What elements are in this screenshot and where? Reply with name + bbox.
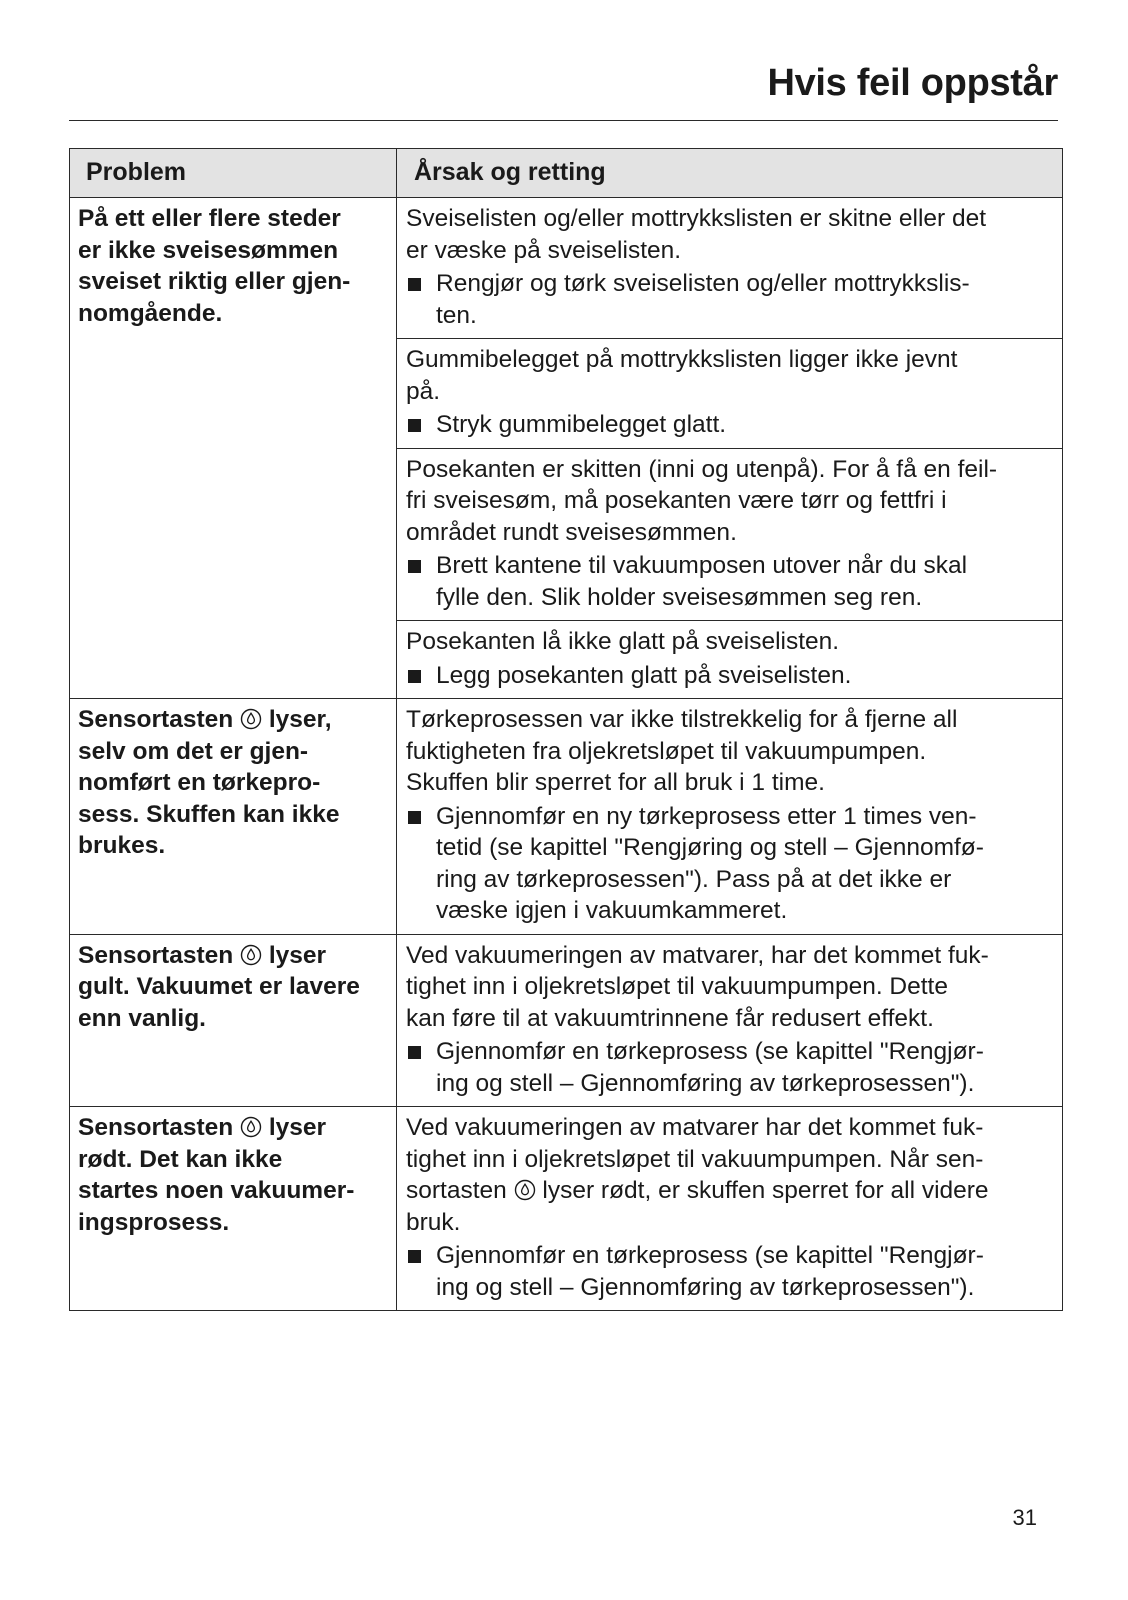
- problem-line: er ikke sveisesømmen: [78, 236, 339, 264]
- cause-line: bruk.: [406, 1208, 461, 1236]
- troubleshooting-table: [69, 148, 1063, 1311]
- square-bullet-icon: [408, 560, 421, 573]
- sensor-key-drop-icon: [240, 706, 262, 733]
- cause-line: Skuffen blir sperret for all bruk i 1 time.: [406, 769, 825, 796]
- cause-line: Ved vakuumeringen av matvarer har det kommet fuk-: [406, 1114, 984, 1141]
- cause-text: [406, 1112, 1054, 1238]
- cause-line: fri sveisesøm, må posekanten være tørr og fettfri i: [406, 487, 947, 514]
- remedy-action: [406, 1036, 1054, 1099]
- square-bullet-icon: [408, 278, 421, 291]
- problem-line: [78, 940, 390, 972]
- remedy-action: [406, 1240, 1054, 1303]
- problem-line-text-after-icon: lyser: [262, 941, 327, 969]
- sensor-key-drop-icon: [240, 942, 262, 969]
- problem-cell: [70, 1107, 397, 1310]
- problem-line-text-before-icon: Sensortasten: [78, 1114, 241, 1141]
- remedy-line: fylle den. Slik holder sveisesømmen seg ren.: [436, 583, 923, 611]
- page-number: 31: [1012, 1505, 1037, 1530]
- square-bullet-icon: [408, 419, 421, 432]
- table-body: [70, 198, 1062, 1310]
- cause-line: Sveiselisten og/eller mottrykkslisten er skitne eller det: [406, 205, 987, 232]
- remedy-line: ring av tørkeprosessen"). Pass på at det ikke er: [436, 865, 952, 893]
- cause-line: fuktigheten fra oljekretsløpet til vakuumpumpen.: [406, 737, 927, 765]
- remedy-action: [406, 660, 1054, 692]
- cause-cell: [397, 699, 1062, 934]
- problem-line: rødt. Det kan ikke: [78, 1145, 283, 1173]
- remedy-line: væske igjen i vakuumkammeret.: [436, 897, 788, 924]
- cause-text: [406, 203, 1054, 266]
- problem-line: [78, 1112, 390, 1144]
- remedy-line: Stryk gummibelegget glatt.: [436, 411, 727, 438]
- cause-line-text-after-icon: lyser rødt, er skuffen sperret for all videre: [535, 1177, 989, 1204]
- square-bullet-icon: [408, 1250, 421, 1263]
- remedy-action: [406, 409, 1054, 441]
- cause-line: kan føre til at vakuumtrinnene får redusert effekt.: [406, 1004, 934, 1032]
- problem-line: enn vanlig.: [78, 1004, 206, 1032]
- remedy-action: [406, 268, 1054, 331]
- cause-block: [397, 1107, 1062, 1310]
- remedy-line: Gjennomfør en ny tørkeprosess etter 1 times ven-: [436, 802, 977, 830]
- square-bullet-icon: [408, 670, 421, 683]
- cause-line: tighet inn i oljekretsløpet til vakuumpumpen. Når sen-: [406, 1145, 984, 1173]
- problem-line: nomført en tørkepro-: [78, 769, 321, 796]
- remedy-line: Gjennomfør en tørkeprosess (se kapittel "Rengjør-: [436, 1038, 984, 1065]
- remedy-action: [406, 801, 1054, 927]
- cause-line: på.: [406, 377, 441, 405]
- cause-block: [397, 449, 1062, 622]
- cause-line: området rundt sveisesømmen.: [406, 518, 737, 546]
- remedy-line: Gjennomfør en tørkeprosess (se kapittel "Rengjør-: [436, 1242, 984, 1269]
- column-header-problem: Problem: [70, 149, 397, 197]
- cause-text: [406, 344, 1054, 407]
- cause-line: Ved vakuumeringen av matvarer, har det kommet fuk-: [406, 941, 989, 969]
- table-row: [70, 198, 1062, 699]
- cause-block: [397, 699, 1062, 934]
- problem-cell: [70, 699, 397, 934]
- cause-block: [397, 935, 1062, 1107]
- problem-line: [78, 704, 390, 736]
- problem-line-text-after-icon: lyser,: [262, 706, 332, 733]
- remedy-line: ing og stell – Gjennomføring av tørkeprosessen").: [436, 1069, 975, 1097]
- cause-line: Tørkeprosessen var ikke tilstrekkelig for å fjerne all: [406, 706, 958, 733]
- cause-line: Posekanten er skitten (inni og utenpå). For å få en feil-: [406, 455, 998, 483]
- problem-line: selv om det er gjen-: [78, 737, 309, 765]
- problem-line: nomgående.: [78, 299, 223, 327]
- problem-line-text-before-icon: Sensortasten: [78, 706, 241, 733]
- problem-line: sess. Skuffen kan ikke: [78, 800, 340, 828]
- remedy-line: tetid (se kapittel "Rengjøring og stell – Gjennomfø-: [436, 834, 984, 861]
- remedy-line: Legg posekanten glatt på sveiselisten.: [436, 661, 852, 689]
- problem-cell: [70, 935, 397, 1107]
- problem-line: sveiset riktig eller gjen-: [78, 268, 351, 295]
- cause-cell: [397, 198, 1062, 698]
- remedy-line: Brett kantene til vakuumposen utover når du skal: [436, 552, 968, 579]
- cause-text: [406, 626, 1054, 658]
- square-bullet-icon: [408, 811, 421, 824]
- remedy-line: ten.: [436, 301, 477, 329]
- remedy-action: [406, 550, 1054, 613]
- cause-line: er væske på sveiselisten.: [406, 236, 682, 264]
- cause-line-text-before-icon: sortasten: [406, 1177, 514, 1204]
- problem-line: startes noen vakuumer-: [78, 1177, 355, 1204]
- problem-line: På ett eller flere steder: [78, 205, 341, 232]
- problem-line: gult. Vakuumet er lavere: [78, 973, 360, 1000]
- problem-line: brukes.: [78, 832, 166, 859]
- problem-cell: [70, 198, 397, 698]
- cause-block: [397, 198, 1062, 339]
- cause-text: [406, 704, 1054, 799]
- table-header: [70, 149, 1062, 198]
- cause-text: [406, 940, 1054, 1035]
- problem-line-text-after-icon: lyser: [262, 1114, 327, 1141]
- table-row: [70, 935, 1062, 1108]
- cause-cell: [397, 1107, 1062, 1310]
- sensor-key-drop-icon: [514, 1177, 536, 1204]
- square-bullet-icon: [408, 1046, 421, 1059]
- title-divider: [69, 120, 1058, 121]
- table-row: [70, 1107, 1062, 1310]
- cause-cell: [397, 935, 1062, 1107]
- sensor-key-drop-icon: [240, 1114, 262, 1141]
- cause-block: [397, 621, 1062, 698]
- cause-text: [406, 454, 1054, 549]
- cause-line: [406, 1175, 1054, 1207]
- cause-line: Gummibelegget på mottrykkslisten ligger ikke jevnt: [406, 346, 958, 373]
- table-row: [70, 699, 1062, 935]
- remedy-line: Rengjør og tørk sveiselisten og/eller mottrykkslis-: [436, 270, 970, 297]
- remedy-line: ing og stell – Gjennomføring av tørkeprosessen").: [436, 1273, 975, 1301]
- problem-line-text-before-icon: Sensortasten: [78, 941, 241, 969]
- cause-line: Posekanten lå ikke glatt på sveiselisten.: [406, 628, 840, 655]
- column-header-cause: Årsak og retting: [414, 158, 606, 186]
- cause-block: [397, 339, 1062, 449]
- problem-line: ingsprosess.: [78, 1208, 230, 1236]
- page-title: Hvis feil oppstår: [767, 62, 1058, 104]
- cause-line: tighet inn i oljekretsløpet til vakuumpumpen. Dette: [406, 973, 948, 1000]
